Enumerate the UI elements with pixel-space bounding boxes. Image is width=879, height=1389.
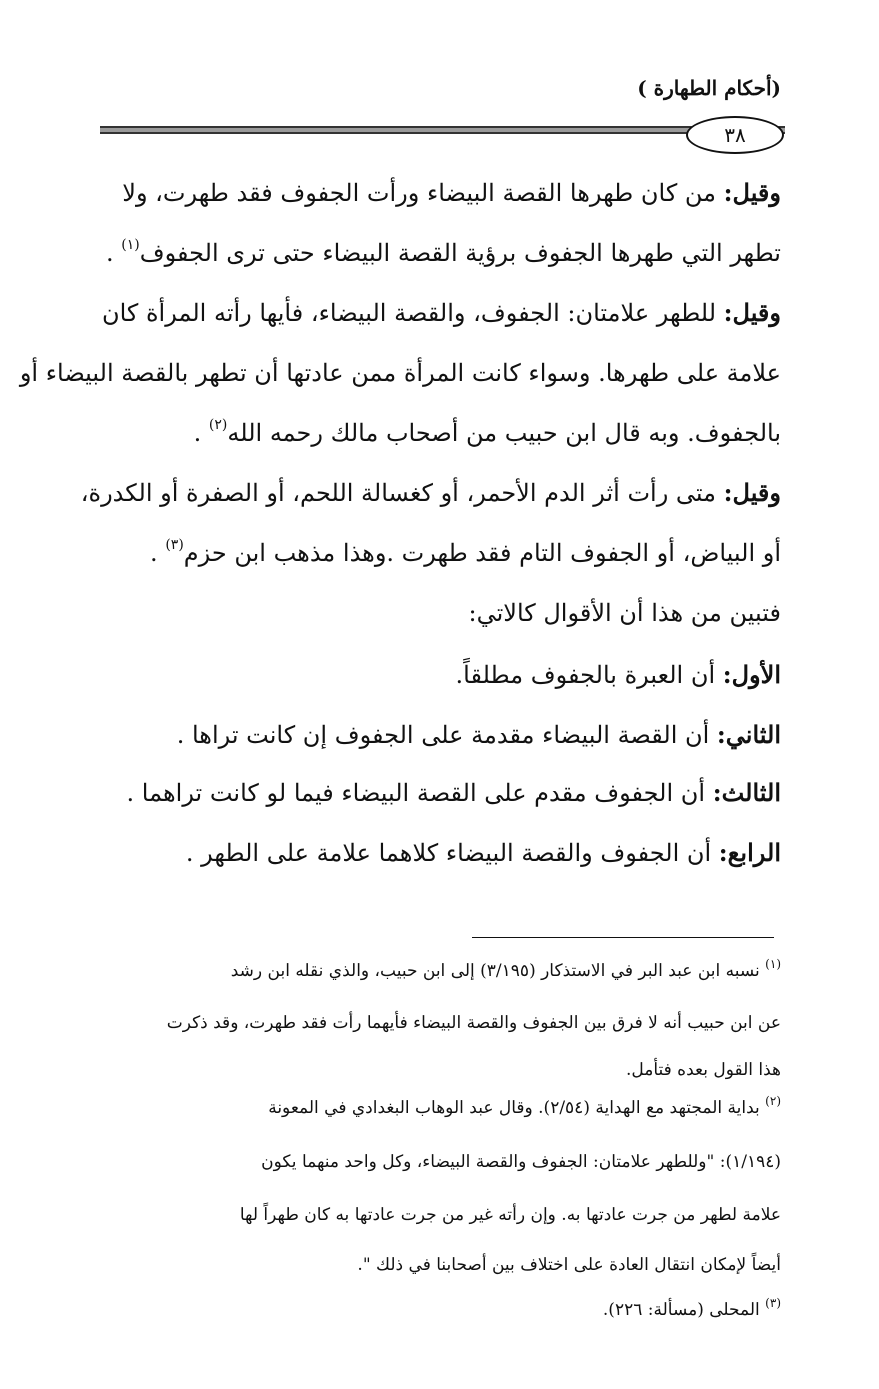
text-line: [101, 776, 781, 810]
footnote-marker: (٢): [208, 417, 228, 433]
line-text: أو البياض، أو الجفوف التام فقد طهرت .وهذا مذهب ابن حزم: [183, 539, 781, 567]
footnote-line: [101, 1202, 781, 1228]
footnote-text: نسبه ابن عبد البر في الاستذكار (٣/١٩٥) إلى ابن حبيب، والذي نقله ابن رشد: [230, 961, 766, 981]
line-lead-word: وقيل:: [723, 298, 781, 327]
footnote-marker: (٣): [165, 537, 184, 553]
text-line: [101, 836, 781, 870]
line-text: للطهر علامتان: الجفوف، والقصة البيضاء، فأيها رأته المرأة كان: [101, 299, 724, 327]
text-line: [101, 296, 781, 330]
footnote-text: هذا القول بعده فتأمل.: [625, 1060, 781, 1080]
line-lead-word: الثاني:: [716, 720, 781, 749]
running-header-title: (أحكام الطهارة ): [637, 76, 781, 100]
footnote-line: [101, 1057, 781, 1083]
line-text: بالجفوف. وبه قال ابن حبيب من أصحاب مالك رحمه الله: [227, 419, 781, 447]
line-tail: .: [193, 419, 209, 447]
line-text: فتبين من هذا أن الأقوال كالاتي:: [468, 599, 781, 627]
header-rule: [100, 126, 785, 134]
footnote-number: (١): [765, 957, 781, 971]
line-text: أن القصة البيضاء مقدمة على الجفوف إن كانت تراها .: [176, 721, 717, 749]
line-tail: .: [150, 539, 166, 567]
text-line: [80, 476, 781, 510]
text-line: [101, 416, 781, 454]
footnote-line: [101, 1095, 781, 1122]
line-lead-word: الأول:: [722, 660, 781, 689]
footnote-line: [101, 958, 781, 985]
footnote-text: المحلى (مسألة: ٢٢٦).: [602, 1300, 766, 1320]
line-text: أن الجفوف مقدم على القصة البيضاء فيما لو كانت تراهما .: [126, 779, 713, 807]
line-text: أن العبرة بالجفوف مطلقاً.: [455, 661, 723, 689]
text-line: [19, 356, 781, 390]
line-tail: .: [106, 239, 122, 267]
footnote-text: أيضاً لإمكان انتقال العادة على اختلاف بين أصحابنا في ذلك ".: [357, 1255, 781, 1275]
text-line: [101, 536, 781, 574]
text-line: [101, 236, 781, 274]
text-line: [101, 718, 781, 752]
footnote-marker: (١): [121, 237, 140, 253]
line-lead-word: وقيل:: [723, 178, 781, 207]
line-text: أن الجفوف والقصة البيضاء كلاهما علامة على الطهر .: [185, 839, 719, 867]
footnote-line: [101, 1252, 781, 1278]
footnote-text: بداية المجتهد مع الهداية (٢/٥٤). وقال عبد الوهاب البغدادي في المعونة: [268, 1098, 766, 1118]
line-text: متى رأت أثر الدم الأحمر، أو كغسالة اللحم، أو الصفرة أو الكدرة،: [80, 479, 724, 507]
footnote-number: (٢): [765, 1094, 781, 1108]
text-line: [101, 596, 781, 630]
footnote-separator: [472, 937, 774, 938]
line-lead-word: الرابع:: [718, 838, 781, 867]
footnote-number: (٣): [765, 1296, 781, 1310]
line-text: تطهر التي طهرها الجفوف برؤية القصة البيضاء حتى ترى الجفوف: [139, 239, 781, 267]
line-lead-word: الثالث:: [712, 778, 781, 807]
page-number-badge: [686, 116, 784, 154]
text-line: [101, 658, 781, 692]
line-text: من كان طهرها القصة البيضاء ورأت الجفوف فقد طهرت، ولا: [122, 179, 724, 207]
footnote-text: (١/١٩٤): "وللطهر علامتان: الجفوف والقصة البيضاء، وكل واحد منهما يكون: [261, 1152, 781, 1172]
text-line: [101, 176, 781, 210]
page-number: ٣٨: [724, 123, 746, 147]
footnote-text: علامة لطهر من جرت عادتها به. وإن رأته غير من جرت عادتها به كان طهراً لها: [239, 1205, 781, 1225]
footnote-line: [101, 1297, 781, 1324]
footnote-line: [101, 1010, 781, 1036]
footnote-text: عن ابن حبيب أنه لا فرق بين الجفوف والقصة البيضاء فأيهما رأت فقد طهرت، وقد ذكرت: [166, 1013, 781, 1033]
footnote-line: [101, 1149, 781, 1175]
line-lead-word: وقيل:: [723, 478, 781, 507]
line-text: علامة على طهرها. وسواء كانت المرأة ممن عادتها أن تطهر بالقصة البيضاء أو: [19, 359, 781, 387]
